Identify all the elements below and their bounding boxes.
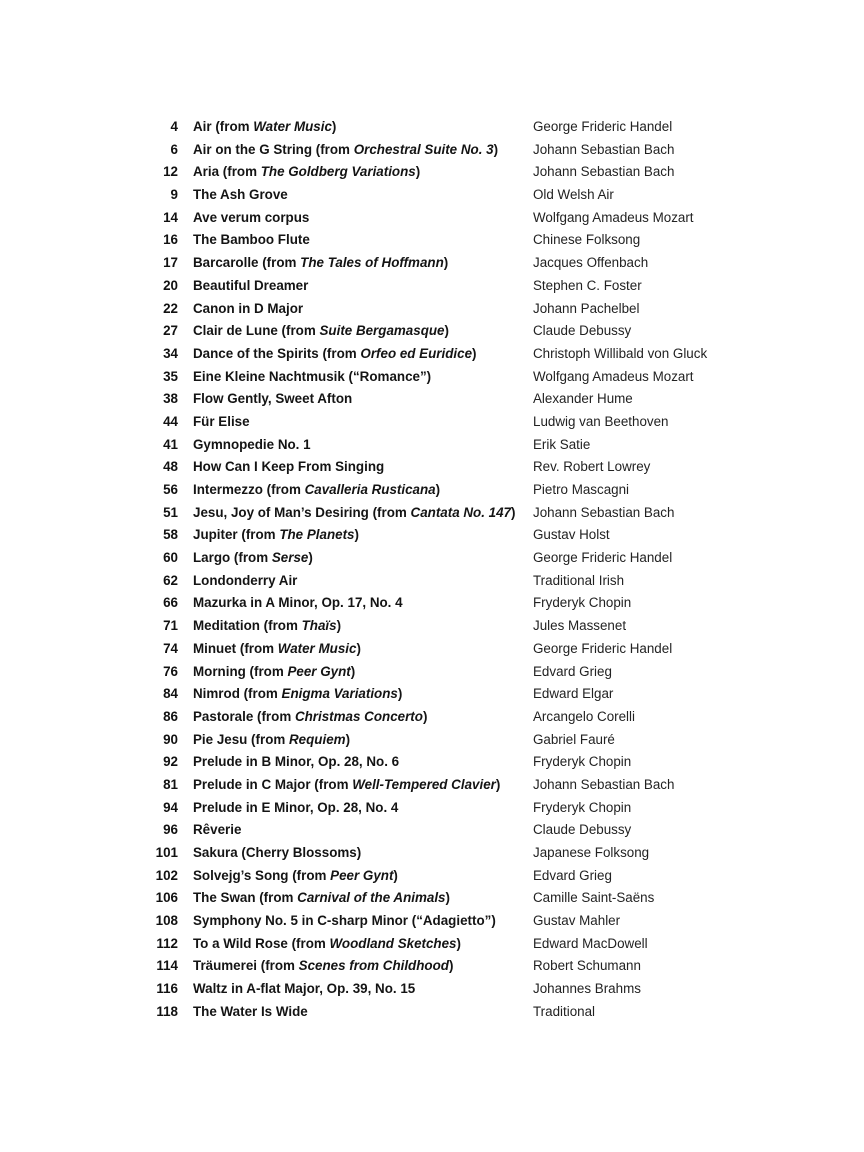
piece-title <box>193 729 350 752</box>
composer-name: Jacques Offenbach <box>533 255 649 271</box>
page-number: 35 <box>163 368 178 384</box>
piece-title <box>193 343 477 366</box>
toc-entry <box>0 411 864 434</box>
title-italic-part: Peer Gynt <box>287 663 351 679</box>
title-part: Londonderry Air <box>193 572 298 588</box>
title-part: Ave verum corpus <box>193 209 310 225</box>
page-number: 9 <box>170 187 178 203</box>
page-number: 90 <box>163 731 178 747</box>
composer-name: Edward Elgar <box>533 686 614 702</box>
title-part: ) <box>331 119 337 134</box>
toc-entry <box>0 366 864 389</box>
title-part: ) <box>422 708 428 724</box>
page-number: 106 <box>155 890 178 906</box>
title-part: Flow Gently, Sweet Afton <box>193 391 353 407</box>
title-part: Prelude in B Minor, Op. 28, No. 6 <box>193 754 400 770</box>
title-part: The Water Is Wide <box>193 1003 308 1019</box>
toc-entry <box>0 275 864 298</box>
title-part: ) <box>336 618 342 634</box>
composer-name: Traditional <box>533 1003 596 1019</box>
page-number: 56 <box>163 482 178 497</box>
page-number: 92 <box>163 754 178 770</box>
composer-name: Japanese Folksong <box>533 845 650 860</box>
composer-name: Claude Debussy <box>533 323 632 339</box>
title-italic-part: Enigma Variations <box>281 686 398 702</box>
title-italic-part: Woodland Sketches <box>329 935 457 951</box>
title-italic-part: The Goldberg Variations <box>260 164 416 180</box>
piece-title <box>193 434 311 457</box>
piece-title <box>193 139 498 162</box>
composer-name: Gustav Holst <box>533 527 610 543</box>
title-italic-part: Christmas Concerto <box>294 708 423 724</box>
composer-name: Old Welsh Air <box>533 187 614 203</box>
piece-title <box>193 547 313 570</box>
title-part: Sakura (Cherry Blossoms) <box>193 845 362 860</box>
page-number: 62 <box>163 572 178 588</box>
toc-entry <box>0 570 864 593</box>
page-number: 16 <box>163 232 178 248</box>
piece-title <box>193 320 449 343</box>
toc-entry <box>0 298 864 321</box>
toc-entry <box>0 139 864 162</box>
title-part: Träumerei (from <box>193 958 299 974</box>
piece-title <box>193 456 384 479</box>
piece-title <box>193 638 361 661</box>
toc-entry <box>0 955 864 978</box>
toc-entry <box>0 388 864 411</box>
piece-title <box>193 116 336 139</box>
title-part: Barcarolle (from <box>193 255 301 271</box>
page-number: 20 <box>163 277 178 293</box>
piece-title <box>193 797 398 820</box>
page-number: 22 <box>163 300 178 316</box>
title-part: ) <box>445 890 450 906</box>
composer-name: Camille Saint-Saëns <box>533 890 655 906</box>
piece-title <box>193 161 420 184</box>
title-part: Jesu, Joy of Man’s Desiring (from <box>193 504 411 520</box>
page-number: 84 <box>163 686 178 702</box>
title-italic-part: Orfeo ed Euridice <box>360 345 473 361</box>
title-italic-part: Requiem <box>289 731 346 747</box>
title-italic-part: Thaïs <box>301 618 337 634</box>
toc-entry <box>0 661 864 684</box>
title-part: ) <box>444 323 449 339</box>
title-part: Air (from <box>193 119 254 134</box>
composer-name: Christoph Willibald von Gluck <box>533 345 708 361</box>
toc-entry <box>0 819 864 842</box>
page-number: 14 <box>163 209 178 225</box>
composer-name: Edvard Grieg <box>533 663 612 679</box>
title-italic-part: Peer Gynt <box>330 867 394 883</box>
title-part: Symphony No. 5 in C-sharp Minor (“Adagietto”) <box>193 913 496 929</box>
piece-title <box>193 275 308 298</box>
page-number: 58 <box>163 527 178 543</box>
page-number: 71 <box>163 618 178 634</box>
composer-name: Johannes Brahms <box>533 981 641 997</box>
title-part: ) <box>354 527 359 543</box>
page-number: 44 <box>163 413 178 429</box>
composer-name: Johann Sebastian Bach <box>533 164 675 180</box>
title-part: Pie Jesu (from <box>193 731 289 747</box>
piece-title <box>193 229 310 252</box>
composer-name: George Frideric Handel <box>533 550 673 566</box>
composer-name: Wolfgang Amadeus Mozart <box>533 368 694 384</box>
toc-entry <box>0 638 864 661</box>
composer-name: Johann Pachelbel <box>533 300 640 316</box>
composer-name: Fryderyk Chopin <box>533 754 632 770</box>
title-part: ) <box>308 550 313 566</box>
composer-name: George Frideric Handel <box>533 640 673 656</box>
piece-title <box>193 592 403 615</box>
page-number: 101 <box>155 845 178 860</box>
piece-title <box>193 683 402 706</box>
title-part: ) <box>493 141 499 157</box>
title-part: Air on the G String (from <box>193 141 354 157</box>
piece-title <box>193 252 448 275</box>
piece-title <box>193 751 399 774</box>
toc-entry <box>0 547 864 570</box>
title-part: Pastorale (from <box>193 708 295 724</box>
page-number: 114 <box>156 958 178 974</box>
title-part: Rêverie <box>193 822 242 838</box>
piece-title <box>193 615 341 638</box>
title-part: ) <box>415 164 421 180</box>
piece-title <box>193 184 288 207</box>
toc-entry <box>0 842 864 865</box>
toc-entry <box>0 207 864 230</box>
piece-title <box>193 570 297 593</box>
title-part: The Ash Grove <box>193 187 288 203</box>
piece-title <box>193 411 250 434</box>
composer-name: Arcangelo Corelli <box>533 708 635 724</box>
composer-name: Rev. Robert Lowrey <box>533 459 651 475</box>
toc-entry <box>0 615 864 638</box>
composer-name: Alexander Hume <box>533 391 633 407</box>
piece-title <box>193 366 431 389</box>
piece-title <box>193 887 450 910</box>
page-number: 27 <box>163 323 178 339</box>
piece-title <box>193 955 453 978</box>
toc-entry <box>0 774 864 797</box>
page-number: 102 <box>155 867 178 883</box>
title-part: Beautiful Dreamer <box>193 277 309 293</box>
title-part: Dance of the Spirits (from <box>193 345 361 361</box>
toc-entry <box>0 1001 864 1024</box>
piece-title <box>193 388 352 411</box>
composer-name: Edward MacDowell <box>533 935 648 951</box>
toc-entry <box>0 502 864 525</box>
title-part: ) <box>456 935 461 951</box>
toc-entry <box>0 184 864 207</box>
title-part: Clair de Lune (from <box>193 323 320 339</box>
piece-title <box>193 819 241 842</box>
title-part: The Bamboo Flute <box>193 232 310 248</box>
composer-name: Robert Schumann <box>533 958 641 974</box>
title-italic-part: Orchestral Suite No. 3 <box>353 141 494 157</box>
composer-name: Johann Sebastian Bach <box>533 504 675 520</box>
toc-entry <box>0 729 864 752</box>
title-part: ) <box>345 731 351 747</box>
title-italic-part: Cavalleria Rusticana <box>304 482 436 497</box>
title-part: Largo (from <box>193 550 272 566</box>
title-part: Intermezzo (from <box>193 482 305 497</box>
title-part: Gymnopedie No. 1 <box>193 436 311 452</box>
piece-title <box>193 774 500 797</box>
page-number: 12 <box>163 164 178 180</box>
toc-entry <box>0 910 864 933</box>
page-number: 66 <box>163 595 178 611</box>
title-part: ) <box>393 867 398 883</box>
page-number: 48 <box>163 459 178 475</box>
composer-name: Ludwig van Beethoven <box>533 413 669 429</box>
title-part: Jupiter (from <box>193 527 280 543</box>
title-part: Nimrod (from <box>193 686 282 702</box>
piece-title <box>193 524 359 547</box>
piece-title <box>193 978 415 1001</box>
title-part: ) <box>350 663 356 679</box>
page-number: 6 <box>170 141 178 157</box>
composer-name: Fryderyk Chopin <box>533 799 632 815</box>
page-number: 17 <box>163 255 178 271</box>
page-number: 94 <box>163 799 178 815</box>
piece-title <box>193 661 355 684</box>
piece-title <box>193 842 361 865</box>
page-number: 118 <box>156 1003 178 1019</box>
composer-name: Gabriel Fauré <box>533 731 615 747</box>
page-number: 81 <box>163 776 178 792</box>
title-part: To a Wild Rose (from <box>193 935 330 951</box>
title-italic-part: Suite Bergamasque <box>319 323 445 339</box>
page-number: 74 <box>163 640 178 656</box>
composer-name: George Frideric Handel <box>533 119 673 134</box>
title-part: ) <box>448 958 454 974</box>
toc-entry <box>0 592 864 615</box>
title-part: Für Elise <box>193 413 250 429</box>
toc-entry <box>0 706 864 729</box>
title-part: Meditation (from <box>193 618 302 634</box>
page-number: 4 <box>170 119 178 134</box>
title-part: The Swan (from <box>193 890 298 906</box>
title-italic-part: Carnival of the Animals <box>297 890 446 906</box>
title-part: ) <box>397 686 403 702</box>
piece-title <box>193 298 303 321</box>
piece-title <box>193 933 461 956</box>
composer-name: Fryderyk Chopin <box>533 595 632 611</box>
title-italic-part: Water Music <box>253 119 332 134</box>
title-part: Aria (from <box>193 164 261 180</box>
toc-entry <box>0 229 864 252</box>
title-part: Prelude in C Major (from <box>193 776 353 792</box>
page-number: 51 <box>163 504 178 520</box>
title-part: ) <box>472 345 477 361</box>
title-italic-part: The Planets <box>279 527 355 543</box>
toc-entry <box>0 887 864 910</box>
table-of-contents <box>0 116 864 1024</box>
toc-entry <box>0 751 864 774</box>
toc-entry <box>0 252 864 275</box>
toc-entry <box>0 456 864 479</box>
title-part: Prelude in E Minor, Op. 28, No. 4 <box>193 799 399 815</box>
title-italic-part: Scenes from Childhood <box>298 958 449 974</box>
piece-title <box>193 910 496 933</box>
toc-entry <box>0 116 864 139</box>
piece-title <box>193 1001 308 1024</box>
toc-entry <box>0 933 864 956</box>
page-number: 112 <box>156 935 178 951</box>
title-italic-part: Well-Tempered Clavier <box>352 776 496 792</box>
toc-entry <box>0 434 864 457</box>
composer-name: Wolfgang Amadeus Mozart <box>533 209 694 225</box>
composer-name: Johann Sebastian Bach <box>533 776 675 792</box>
page-number: 41 <box>163 436 178 452</box>
page-number: 34 <box>163 345 178 361</box>
toc-entry <box>0 320 864 343</box>
title-part: ) <box>495 776 501 792</box>
page-number: 38 <box>163 391 178 407</box>
piece-title <box>193 207 309 230</box>
composer-name: Edvard Grieg <box>533 867 612 883</box>
page-number: 76 <box>163 663 178 679</box>
title-part: ) <box>356 640 361 656</box>
page-number: 96 <box>163 822 178 838</box>
piece-title <box>193 479 440 502</box>
toc-entry <box>0 161 864 184</box>
title-part: Waltz in A-flat Major, Op. 39, No. 15 <box>193 981 416 997</box>
composer-name: Chinese Folksong <box>533 232 641 248</box>
title-italic-part: The Tales of Hoffmann <box>300 255 444 271</box>
page-number: 108 <box>155 913 178 929</box>
composer-name: Traditional Irish <box>533 572 625 588</box>
composer-name: Pietro Mascagni <box>533 482 630 497</box>
toc-entry <box>0 978 864 1001</box>
title-part: Mazurka in A Minor, Op. 17, No. 4 <box>193 595 403 611</box>
composer-name: Claude Debussy <box>533 822 632 838</box>
page-number: 60 <box>163 550 178 566</box>
toc-entry <box>0 524 864 547</box>
title-part: Minuet (from <box>193 640 278 656</box>
title-part: Canon in D Major <box>193 300 304 316</box>
title-part: Eine Kleine Nachtmusik (“Romance”) <box>193 368 432 384</box>
title-italic-part: Water Music <box>277 640 357 656</box>
page-number: 86 <box>163 708 178 724</box>
title-italic-part: Serse <box>271 550 309 566</box>
title-part: ) <box>511 504 516 520</box>
title-part: Solvejg’s Song (from <box>193 867 331 883</box>
toc-entry <box>0 479 864 502</box>
piece-title <box>193 502 515 525</box>
toc-entry <box>0 797 864 820</box>
title-part: ) <box>443 255 449 271</box>
title-part: How Can I Keep From Singing <box>193 459 385 475</box>
composer-name: Erik Satie <box>533 436 591 452</box>
toc-entry <box>0 683 864 706</box>
toc-entry <box>0 343 864 366</box>
title-part: Morning (from <box>193 663 288 679</box>
composer-name: Johann Sebastian Bach <box>533 141 675 157</box>
piece-title <box>193 865 398 888</box>
title-part: ) <box>435 482 441 497</box>
composer-name: Jules Massenet <box>533 618 627 634</box>
toc-entry <box>0 865 864 888</box>
composer-name: Gustav Mahler <box>533 913 621 929</box>
title-italic-part: Cantata No. 147 <box>410 504 511 520</box>
piece-title <box>193 706 427 729</box>
composer-name: Stephen C. Foster <box>533 277 642 293</box>
page-number: 116 <box>156 981 178 997</box>
